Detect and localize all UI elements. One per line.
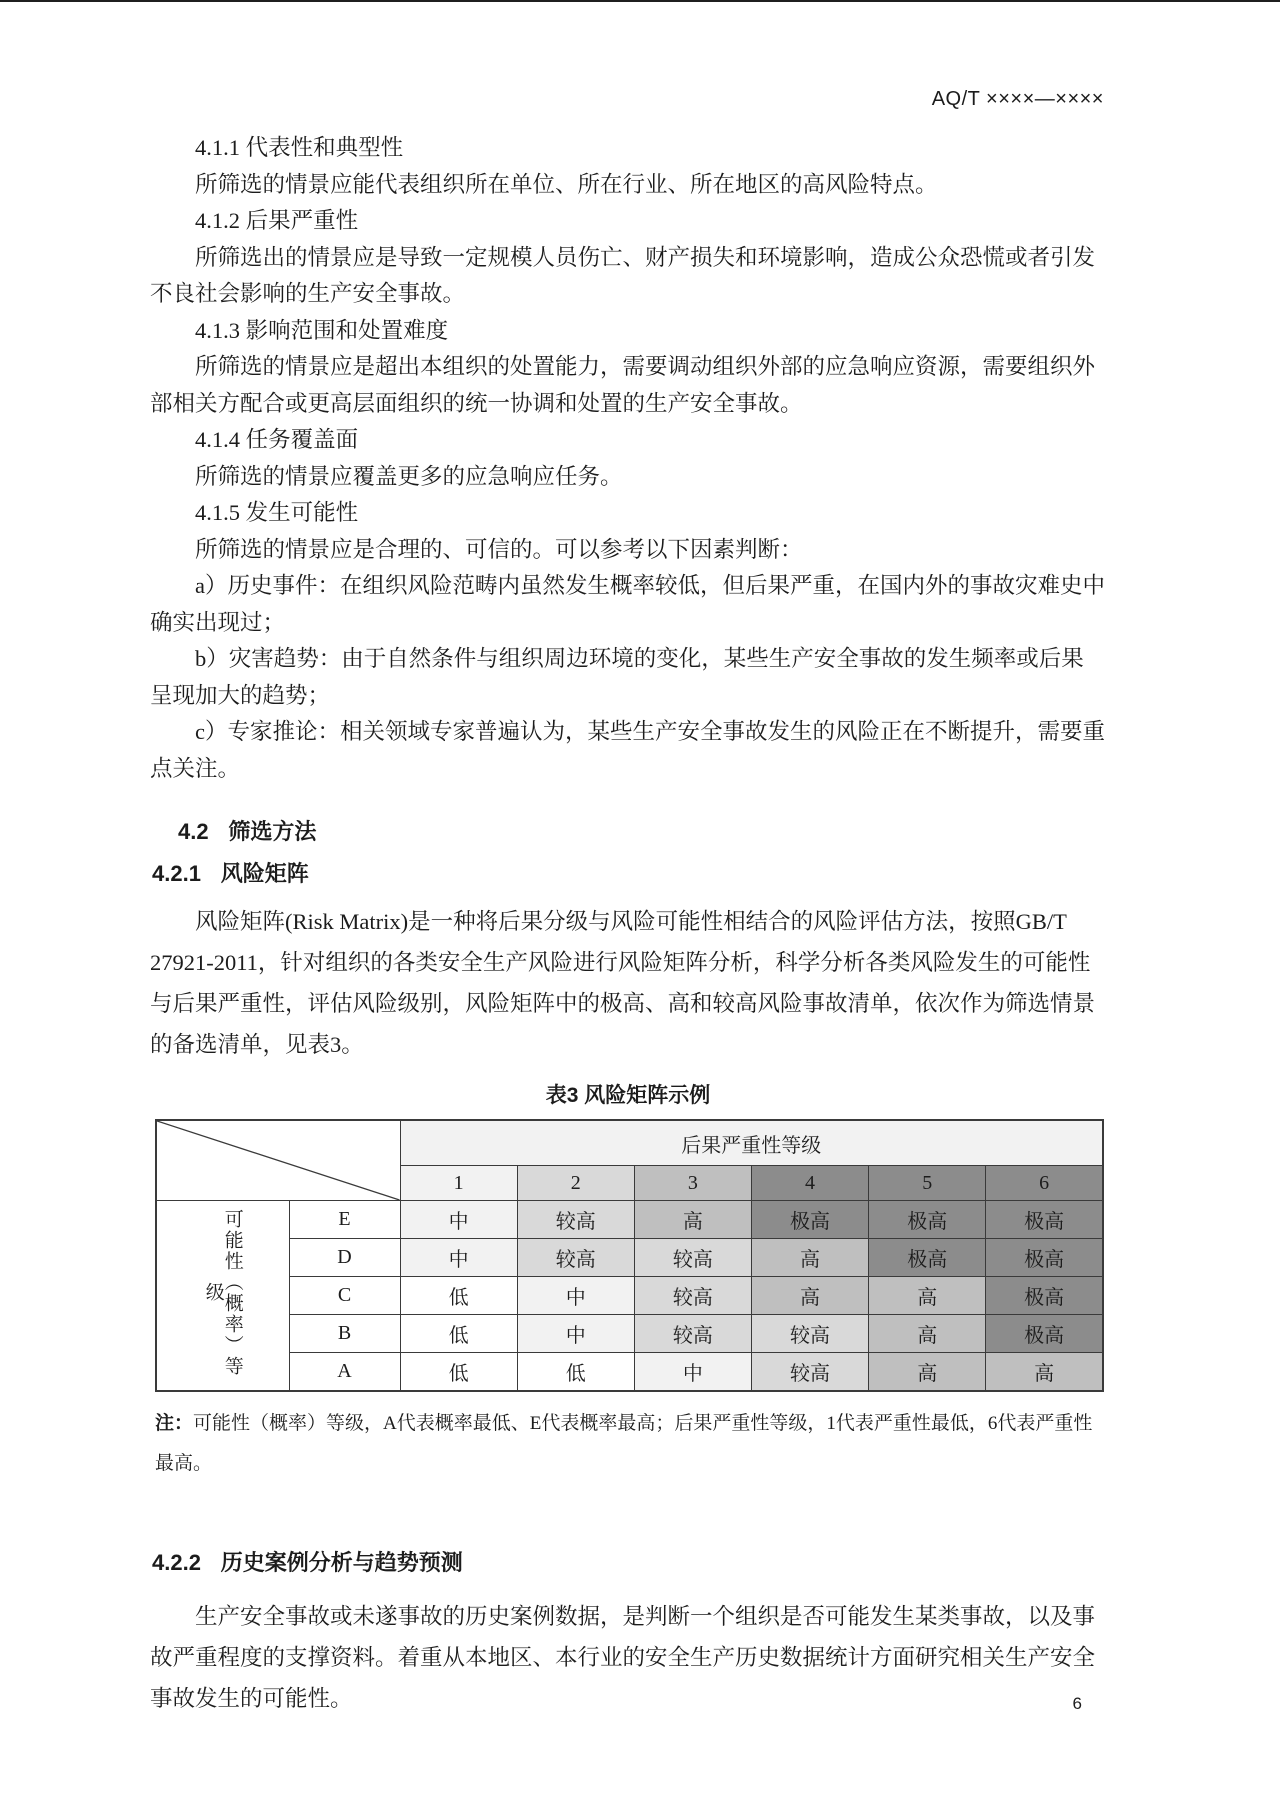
list-item-b: b）灾害趋势：由于自然条件与组织周边环境的变化，某些生产安全事故的发生频率或后果呈现加大的趋势； [150, 646, 1084, 708]
risk-cell: 极高 [986, 1315, 1103, 1353]
severity-level-cell: 2 [517, 1166, 634, 1201]
likelihood-label: 可能性（概率）等级 [202, 1208, 243, 1377]
likelihood-level-cell: E [289, 1201, 400, 1239]
risk-cell: 较高 [751, 1315, 868, 1353]
severity-level-cell: 5 [869, 1166, 986, 1201]
paragraph: 所筛选的情景应是合理的、可信的。可以参考以下因素判断： [195, 536, 803, 562]
heading-4-2-1 [152, 857, 1106, 891]
likelihood-label-cell [156, 1201, 289, 1392]
risk-cell: 极高 [869, 1239, 986, 1277]
severity-header-cell: 后果严重性等级 [400, 1120, 1103, 1166]
risk-cell: 高 [751, 1277, 868, 1315]
table-row [156, 1239, 1103, 1277]
page-number: 6 [1072, 1694, 1082, 1713]
severity-level-cell: 4 [751, 1166, 868, 1201]
paragraph: 所筛选出的情景应是导致一定规模人员伤亡、财产损失和环境影响，造成公众恐慌或者引发不良社会影响的生产安全事故。 [150, 244, 1096, 306]
risk-cell: 较高 [634, 1239, 751, 1277]
heading-number: 4.2.2 [152, 1550, 201, 1575]
severity-level-cell: 3 [634, 1166, 751, 1201]
risk-cell: 极高 [986, 1239, 1103, 1277]
risk-cell: 低 [400, 1353, 517, 1392]
page-content [150, 130, 1106, 1719]
table-note [155, 1404, 1106, 1484]
risk-cell: 中 [517, 1277, 634, 1315]
note-label: 注： [155, 1413, 194, 1434]
risk-cell: 较高 [517, 1239, 634, 1277]
severity-level-cell: 1 [400, 1166, 517, 1201]
list-item-a: a）历史事件：在组织风险范畴内虽然发生概率较低，但后果严重，在国内外的事故灾难史中确实出现过； [150, 573, 1105, 635]
risk-cell: 高 [869, 1277, 986, 1315]
risk-cell: 高 [751, 1239, 868, 1277]
paragraph: 所筛选的情景应是超出本组织的处置能力，需要调动组织外部的应急响应资源，需要组织外部相关方配合或更高层面组织的统一协调和处置的生产安全事故。 [150, 354, 1096, 416]
heading-title: 筛选方法 [228, 819, 317, 844]
risk-cell: 低 [517, 1353, 634, 1392]
likelihood-level-cell: A [289, 1353, 400, 1392]
clause-4-1-2: 4.1.2 后果严重性 [195, 208, 359, 233]
heading-4-2 [178, 815, 1106, 849]
risk-cell: 中 [634, 1353, 751, 1392]
heading-number: 4.2 [178, 819, 209, 844]
risk-cell: 高 [986, 1353, 1103, 1392]
paragraph-risk-matrix: 风险矩阵(Risk Matrix)是一种将后果分级与风险可能性相结合的风险评估方法，按照GB/T 27921-2011，针对组织的各类安全生产风险进行风险矩阵分析，科学分析各类风险发生的可能性与后果严重性，评估风险级别，风险矩阵中的极高、高和较高风险事故清单，依次作为筛选情景的备选清单，见表3。 [150, 909, 1096, 1057]
heading-title: 风险矩阵 [220, 861, 309, 886]
doc-code-header: AQ/T ××××—×××× [931, 88, 1104, 110]
risk-cell: 较高 [634, 1315, 751, 1353]
risk-cell: 低 [400, 1277, 517, 1315]
risk-cell: 高 [869, 1315, 986, 1353]
paragraph-history-cases: 生产安全事故或未遂事故的历史案例数据，是判断一个组织是否可能发生某类事故，以及事故严重程度的支撑资料。着重从本地区、本行业的安全生产历史数据统计方面研究相关生产安全事故发生的可能性。 [150, 1604, 1096, 1711]
risk-cell: 极高 [986, 1201, 1103, 1239]
heading-title: 历史案例分析与趋势预测 [220, 1550, 463, 1575]
severity-level-cell: 6 [986, 1166, 1103, 1201]
risk-cell: 极高 [869, 1201, 986, 1239]
table-row [156, 1315, 1103, 1353]
risk-cell: 较高 [634, 1277, 751, 1315]
diagonal-header-cell [156, 1120, 400, 1201]
risk-cell: 低 [400, 1315, 517, 1353]
table-row [156, 1277, 1103, 1315]
paragraph: 所筛选的情景应覆盖更多的应急响应任务。 [195, 463, 623, 489]
note-text: 可能性（概率）等级，A代表概率最低、E代表概率最高；后果严重性等级，1代表严重性最低，6代表严重性最高。 [155, 1413, 1093, 1474]
clause-4-1-3: 4.1.3 影响范围和处置难度 [195, 317, 449, 343]
clause-4-1-4: 4.1.4 任务覆盖面 [195, 427, 359, 452]
table-caption: 表3 风险矩阵示例 [545, 1084, 711, 1107]
clause-4-1-1: 4.1.1 代表性和典型性 [195, 135, 404, 160]
risk-cell: 高 [634, 1201, 751, 1239]
risk-cell: 极高 [751, 1201, 868, 1239]
likelihood-level-cell: C [289, 1277, 400, 1315]
risk-cell: 中 [400, 1201, 517, 1239]
table-row [156, 1201, 1103, 1239]
table-row [156, 1120, 1103, 1166]
paragraph: 所筛选的情景应能代表组织所在单位、所在行业、所在地区的高风险特点。 [195, 171, 938, 197]
risk-cell: 极高 [986, 1277, 1103, 1315]
clause-4-1-5: 4.1.5 发生可能性 [195, 500, 359, 525]
risk-matrix-table [155, 1119, 1104, 1392]
risk-cell: 中 [517, 1315, 634, 1353]
likelihood-level-cell: D [289, 1239, 400, 1277]
likelihood-level-cell: B [289, 1315, 400, 1353]
risk-cell: 较高 [751, 1353, 868, 1392]
risk-cell: 中 [400, 1239, 517, 1277]
table-row [156, 1353, 1103, 1392]
risk-cell: 较高 [517, 1201, 634, 1239]
risk-cell: 高 [869, 1353, 986, 1392]
heading-4-2-2 [152, 1546, 1106, 1580]
heading-number: 4.2.1 [152, 861, 201, 886]
diagonal-line [157, 1121, 400, 1200]
list-item-c: c）专家推论：相关领域专家普遍认为，某些生产安全事故发生的风险正在不断提升，需要重点关注。 [150, 719, 1105, 781]
